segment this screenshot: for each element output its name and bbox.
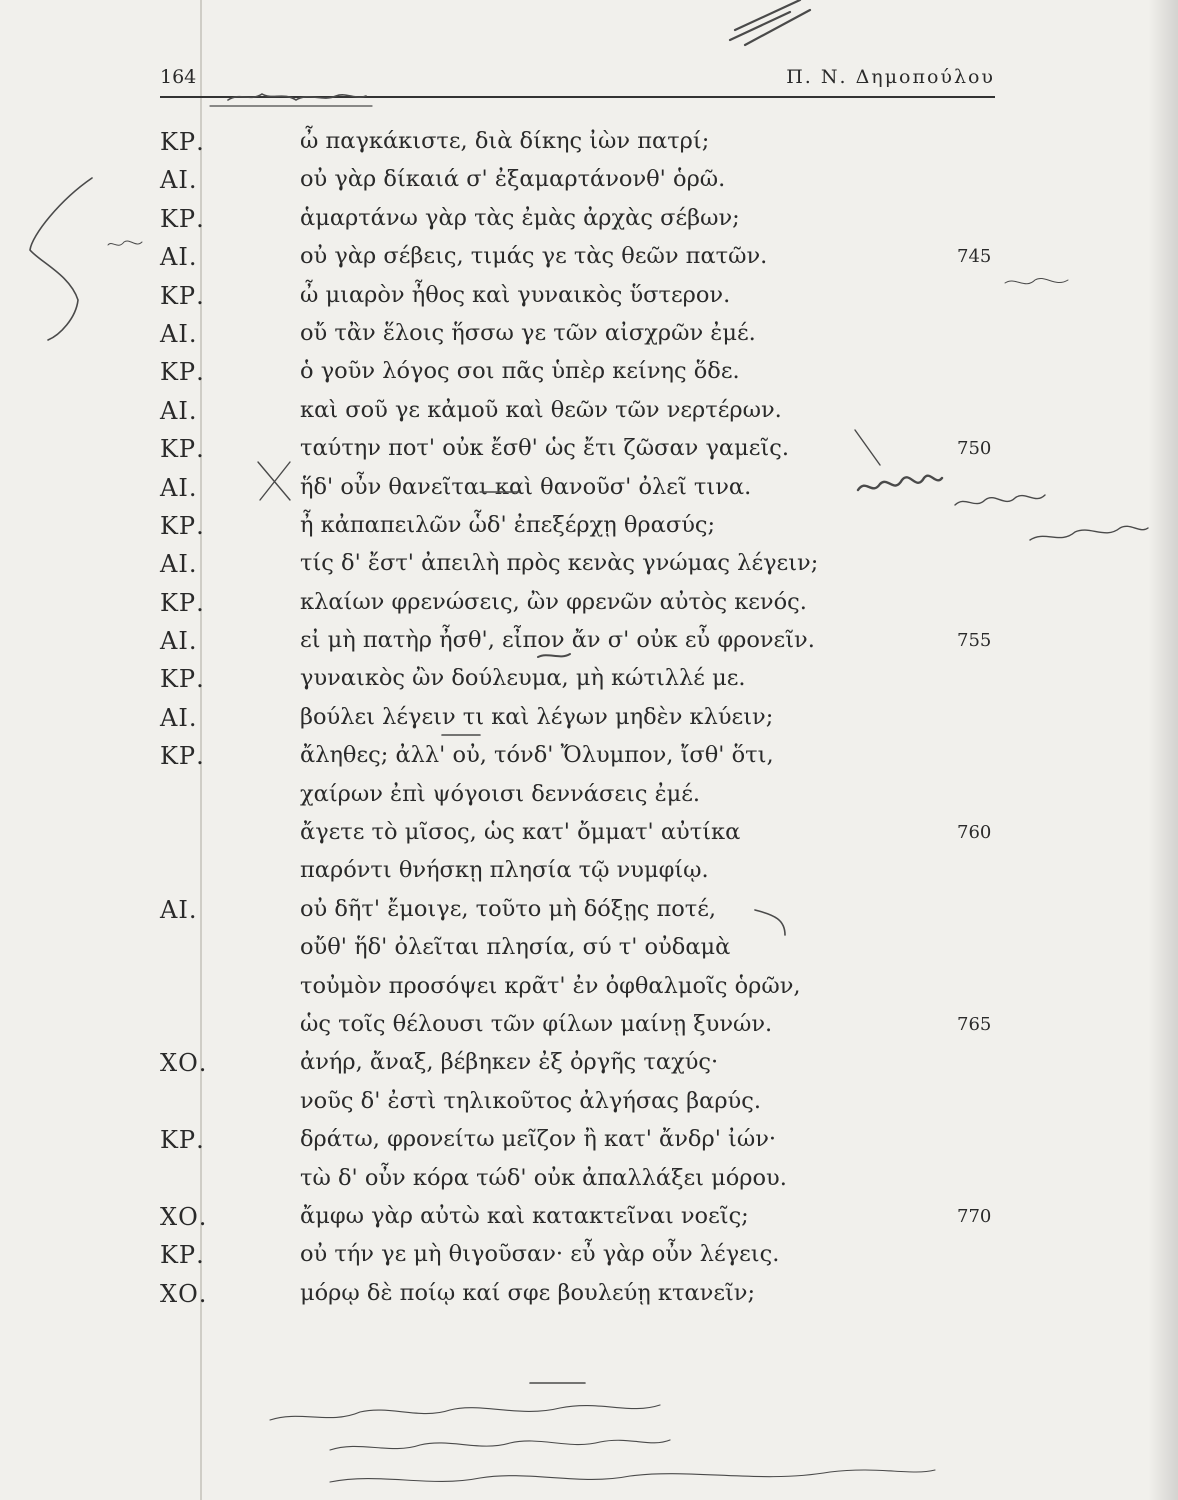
verse-line (0, 896, 1178, 934)
verse-line (0, 1280, 1178, 1318)
verse-line (0, 1088, 1178, 1126)
verse-text: ἀνήρ, ἄναξ, βέβηκεν ἐξ ὀργῆς ταχύς· (300, 1049, 719, 1076)
verse-line (0, 166, 1178, 204)
verse-line (0, 781, 1178, 819)
verse-line (0, 1049, 1178, 1087)
verse-text: ὡς τοῖς θέλουσι τῶν φίλων μαίνῃ ξυνών. (300, 1010, 773, 1037)
verse-text: ἄγετε τὸ μῖσος, ὡς κατ' ὄμματ' αὐτίκα (300, 819, 741, 846)
verse-line (0, 1126, 1178, 1164)
speaker-label: ΑΙ. (160, 396, 198, 425)
verse-text: ἄληθες; ἀλλ' οὐ, τόνδ' Ὄλυμπον, ἴσθ' ὅτι, (300, 742, 774, 769)
verse-text: ἁμαρτάνω γὰρ τὰς ἐμὰς ἀρχὰς σέβων; (300, 204, 740, 231)
verse-line (0, 1165, 1178, 1203)
line-number: 745 (957, 246, 992, 268)
verse-line (0, 320, 1178, 358)
speaker-label: ΑΙ. (160, 550, 198, 579)
verse-line (0, 627, 1178, 665)
verse-text: τὼ δ' οὖν κόρα τώδ' οὐκ ἀπαλλάξει μόρου. (300, 1164, 787, 1191)
verse-line (0, 973, 1178, 1011)
speaker-label: ΚΡ. (160, 588, 205, 617)
verse-text: ὦ παγκάκιστε, διὰ δίκης ἰὼν πατρί; (300, 128, 710, 154)
page-number: 164 (160, 66, 197, 88)
verse-text: γυναικὸς ὢν δούλευμα, μὴ κώτιλλέ με. (300, 665, 746, 692)
speaker-label: ΚΡ. (160, 435, 205, 464)
verse-text: ἄμφω γὰρ αὐτὼ καὶ κατακτεῖναι νοεῖς; (300, 1202, 749, 1229)
verse-text: οὐ γὰρ σέβεις, τιμάς γε τὰς θεῶν πατῶν. (300, 243, 768, 270)
verse-line (0, 512, 1178, 550)
verse-text: χαίρων ἐπὶ ψόγοισι δεννάσεις ἐμέ. (300, 780, 701, 807)
verse-line (0, 665, 1178, 703)
verse-text: ἥδ' οὖν θανεῖται καὶ θανοῦσ' ὀλεῖ τινα. (300, 473, 752, 500)
verse-text: παρόντι θνήσκῃ πλησία τῷ νυμφίῳ. (300, 857, 709, 884)
speaker-label: ΧΟ. (160, 1049, 208, 1078)
verse-text: ταύτην ποτ' οὐκ ἔσθ' ὡς ἔτι ζῶσαν γαμεῖς. (300, 435, 789, 462)
speaker-label: ΑΙ. (160, 627, 198, 656)
line-number: 770 (957, 1205, 992, 1227)
verse-line (0, 589, 1178, 627)
verse-line (0, 819, 1178, 857)
speaker-label: ΚΡ. (160, 281, 205, 310)
verse-line (0, 128, 1178, 166)
verse-line (0, 1241, 1178, 1279)
verse-list (0, 128, 1178, 1318)
speaker-label: ΑΙ. (160, 895, 198, 924)
speaker-label: ΚΡ. (160, 665, 205, 694)
verse-text: ὦ μιαρὸν ἦθος καὶ γυναικὸς ὕστερον. (300, 281, 731, 308)
speaker-label: ΑΙ. (160, 319, 198, 348)
verse-line (0, 550, 1178, 588)
verse-text: ἦ κἀπαπειλῶν ὧδ' ἐπεξέρχῃ θρασύς; (300, 511, 716, 538)
verse-text: βούλει λέγειν τι καὶ λέγων μηδὲν κλύειν; (300, 703, 774, 730)
line-number: 760 (957, 822, 992, 844)
speaker-label: ΚΡ. (160, 204, 205, 233)
speaker-label: ΚΡ. (160, 511, 205, 540)
page-header (160, 62, 995, 98)
verse-text: δράτω, φρονείτω μεῖζον ἢ κατ' ἄνδρ' ἰών· (300, 1126, 777, 1153)
verse-text: καὶ σοῦ γε κἀμοῦ καὶ θεῶν τῶν νερτέρων. (300, 396, 782, 423)
verse-text: οὐ τήν γε μὴ θιγοῦσαν· εὖ γὰρ οὖν λέγεις. (300, 1241, 780, 1268)
verse-text: ὁ γοῦν λόγος σοι πᾶς ὑπὲρ κείνης ὅδε. (300, 358, 740, 385)
verse-line (0, 704, 1178, 742)
verse-line (0, 1203, 1178, 1241)
verse-line (0, 243, 1178, 281)
verse-text: οὔ τἂν ἕλοις ἥσσω γε τῶν αἰσχρῶν ἐμέ. (300, 319, 756, 346)
speaker-label: ΑΙ. (160, 703, 198, 732)
verse-text: οὔθ' ἥδ' ὀλεῖται πλησία, σύ τ' οὐδαμὰ (300, 934, 731, 961)
line-number: 765 (957, 1013, 992, 1035)
speaker-label: ΑΙ. (160, 473, 198, 502)
verse-line (0, 397, 1178, 435)
verse-text: μόρῳ δὲ ποίῳ καί σφε βουλεύῃ κτανεῖν; (300, 1279, 756, 1306)
speaker-label: ΚΡ. (160, 742, 205, 771)
verse-line (0, 857, 1178, 895)
verse-line (0, 742, 1178, 780)
speaker-label: ΚΡ. (160, 128, 205, 156)
speaker-label: ΚΡ. (160, 358, 205, 387)
verse-text: τίς δ' ἔστ' ἀπειλὴ πρὸς κενὰς γνώμας λέγειν; (300, 550, 819, 577)
verse-line (0, 934, 1178, 972)
verse-line (0, 205, 1178, 243)
speaker-label: ΧΟ. (160, 1202, 208, 1231)
verse-text: οὐ γὰρ δίκαιά σ' ἐξαμαρτάνονθ' ὁρῶ. (300, 166, 726, 193)
line-number: 755 (957, 630, 992, 652)
verse-line (0, 435, 1178, 473)
verse-line (0, 474, 1178, 512)
speaker-label: ΑΙ. (160, 243, 198, 272)
line-number: 750 (957, 438, 992, 460)
speaker-label: ΑΙ. (160, 166, 198, 195)
verse-line (0, 1011, 1178, 1049)
verse-text: νοῦς δ' ἐστὶ τηλικοῦτος ἀλγήσας βαρύς. (300, 1087, 761, 1114)
verse-text: τοὐμὸν προσόψει κρᾶτ' ἐν ὀφθαλμοῖς ὁρῶν, (300, 972, 801, 999)
verse-line (0, 358, 1178, 396)
speaker-label: ΚΡ. (160, 1241, 205, 1270)
verse-text: εἰ μὴ πατὴρ ἦσθ', εἶπον ἄν σ' οὐκ εὖ φρονεῖν. (300, 627, 815, 654)
verse-line (0, 282, 1178, 320)
verse-text: κλαίων φρενώσεις, ὢν φρενῶν αὐτὸς κενός. (300, 588, 807, 615)
speaker-label: ΧΟ. (160, 1279, 208, 1308)
speaker-label: ΚΡ. (160, 1126, 205, 1155)
running-head: Π. Ν. Δημοπούλου (786, 66, 995, 88)
verse-text: οὐ δῆτ' ἔμοιγε, τοῦτο μὴ δόξῃς ποτέ, (300, 895, 717, 922)
